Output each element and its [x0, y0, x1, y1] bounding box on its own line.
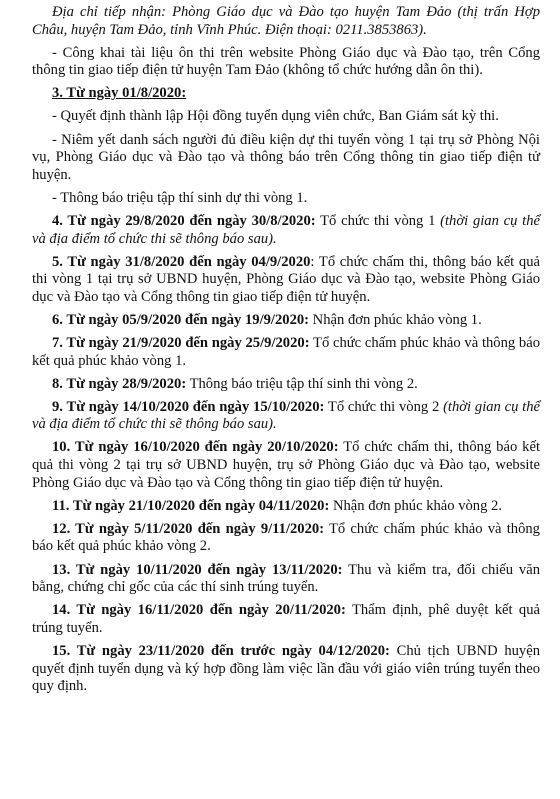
item-text: Tổ chức chấm thi, thông báo kết quả thi vòng 2 tại trụ sở UBND huyện, trụ sở Phòng Giáo dục và Đào tạo, website Phòng Giáo dục và Đào tạo và Cổng thông tin giao tiếp điện tử huyện.: [32, 439, 540, 491]
schedule-item: [32, 602, 540, 637]
item-text: Tổ chức thi vòng 1: [315, 212, 441, 229]
schedule-item: [32, 562, 540, 597]
item-text: Thu và kiểm tra, đối chiếu văn bằng, chứng chỉ gốc của các thí sinh trúng tuyển.: [32, 561, 540, 596]
item-3-bullet-3: - Thông báo triệu tập thí sinh dự thi vòng 1.: [52, 189, 308, 206]
schedule-item: [32, 521, 540, 556]
schedule-item: [32, 335, 540, 370]
schedule-item: [32, 643, 540, 696]
item-label: 12. Từ ngày 5/11/2020 đến ngày 9/11/2020:: [52, 520, 325, 537]
schedule-item: [32, 312, 540, 330]
item-label: 8. Từ ngày 28/9/2020:: [52, 375, 187, 392]
schedule-item: [32, 498, 540, 516]
item-text: Tổ chức thi vòng 2: [324, 398, 444, 415]
item-3-bullet-1: - Quyết định thành lập Hội đồng tuyển dụng viên chức, Ban Giám sát kỳ thi.: [52, 108, 499, 125]
item-text: Nhận đơn phúc khảo vòng 2.: [329, 497, 502, 514]
schedule-item: [32, 399, 540, 434]
item-note: (thời gian cụ thể và địa điểm tổ chức thi sẽ thông báo sau).: [32, 212, 540, 247]
item-label: 10. Từ ngày 16/10/2020 đến ngày 20/10/2020:: [52, 439, 339, 456]
item-label: 6. Từ ngày 05/9/2020 đến ngày 19/9/2020:: [52, 311, 310, 328]
item-text: Thông báo triệu tập thí sinh thi vòng 2.: [186, 375, 418, 392]
item-label: 15. Từ ngày 23/11/2020 đến trước ngày 04/12/2020:: [52, 642, 390, 659]
item-text: Tổ chức chấm phúc khảo và thông báo kết quả phúc khảo vòng 2.: [32, 520, 540, 555]
item-3-heading: [32, 85, 540, 103]
item-label: 9. Từ ngày 14/10/2020 đến ngày 15/10/2020:: [52, 398, 325, 415]
schedule-item: [32, 439, 540, 492]
schedule-item: [32, 376, 540, 394]
item-3-bullet-2: - Niêm yết danh sách người đủ điều kiện dự thi tuyển vòng 1 tại trụ sở Phòng Nội vụ, Phòng Giáo dục và Đào tạo và thông báo trên Cổng thông tin giao tiếp điện tử huyện.: [32, 131, 540, 183]
item-text: Chủ tịch UBND huyện quyết định tuyển dụng và ký hợp đồng làm việc lần đầu với giáo viên trúng tuyển theo quy định.: [32, 642, 540, 695]
item-text: Nhận đơn phúc khảo vòng 1.: [309, 311, 482, 328]
item-text: : Tổ chức chấm thi, thông báo kết quả thi vòng 1 tại trụ sở UBND huyện, Phòng Giáo dục và Đào tạo, website Phòng Giáo dục và Đào tạo và Cổng thông tin giao tiếp điện tử huyện.: [32, 253, 540, 305]
item-label: 14. Từ ngày 16/11/2020 đến ngày 20/11/2020:: [52, 602, 346, 619]
address-text: Địa chỉ tiếp nhận: Phòng Giáo dục và Đào tạo huyện Tam Đảo (thị trấn Hợp Châu, huyện Tam Đảo, tỉnh Vĩnh Phúc. Điện thoại: 0211.3853863).: [32, 4, 540, 38]
address-paragraph: [32, 4, 540, 39]
item-3-label: 3. Từ ngày 01/8/2020:: [52, 85, 187, 102]
item-label: 11. Từ ngày 21/10/2020 đến ngày 04/11/2020:: [52, 497, 330, 514]
item-text: Tổ chức chấm phúc khảo và thông báo kết quả phúc khảo vòng 1.: [32, 335, 540, 369]
item-label: 5. Từ ngày 31/8/2020 đến ngày 04/9/2020: [52, 253, 311, 270]
item-label: 7. Từ ngày 21/9/2020 đến ngày 25/9/2020:: [52, 335, 310, 351]
item-label: 13. Từ ngày 10/11/2020 đến ngày 13/11/2020:: [52, 561, 343, 578]
item-text: Thẩm định, phê duyệt kết quả trúng tuyển.: [32, 602, 540, 636]
schedule-item: [32, 254, 540, 307]
item-note: (thời gian cụ thể và địa điểm tổ chức thi sẽ thông báo sau).: [32, 398, 540, 433]
item-label: 4. Từ ngày 29/8/2020 đến ngày 30/8/2020:: [52, 212, 316, 229]
publish-paragraph: - Công khai tài liệu ôn thi trên website Phòng Giáo dục và Đào tạo, trên Cổng thông tin giao tiếp điện tử huyện Tam Đảo (không tổ chức hướng dẫn ôn thi).: [32, 44, 540, 79]
schedule-item: [32, 213, 540, 248]
